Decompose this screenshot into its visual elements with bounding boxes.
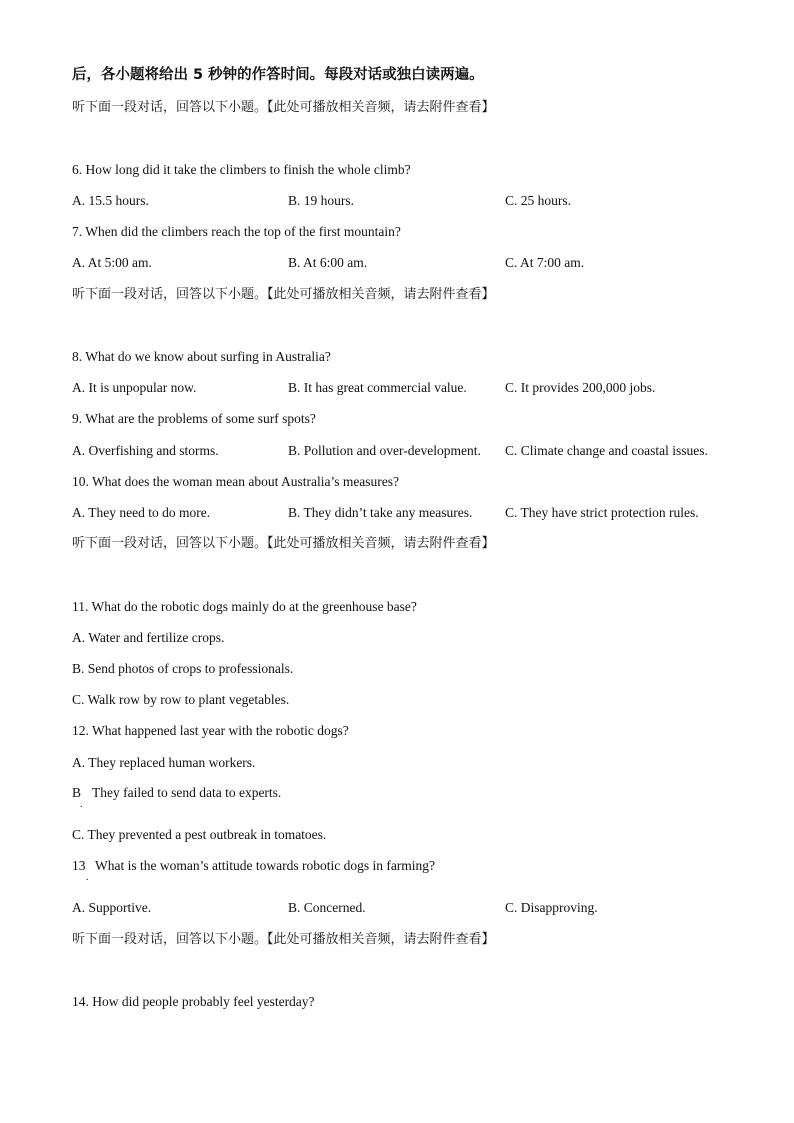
question-11: 11. What do the robotic dogs mainly do at the greenhouse base? xyxy=(72,599,417,614)
question-13: What is the woman’s attitude towards robotic dogs in farming? xyxy=(95,858,436,873)
option-b: B. At 6:00 am. xyxy=(288,255,368,270)
audio-instruction: 听下面一段对话，回答以下小题。【此处可播放相关音频，请去附件查看】 xyxy=(72,536,495,551)
option-b: B. 19 hours. xyxy=(288,193,355,208)
stray-dot: . xyxy=(80,799,83,810)
audio-instruction: 听下面一段对话，回答以下小题。【此处可播放相关音频，请去附件查看】 xyxy=(72,100,495,115)
question-6: 6. How long did it take the climbers to finish the whole climb? xyxy=(72,162,411,177)
question-6-options xyxy=(72,192,752,210)
question-10-options xyxy=(72,504,752,522)
section-intro: 后，各小题将给出 5 秒钟的作答时间。每段对话或独白读两遍。 xyxy=(72,67,484,83)
stray-dot: . xyxy=(86,872,89,883)
question-14: 14. How did people probably feel yesterday? xyxy=(72,994,315,1009)
question-8-options xyxy=(72,379,752,397)
option-c: C. Climate change and coastal issues. xyxy=(505,443,708,458)
question-10: 10. What does the woman mean about Australia’s measures? xyxy=(72,474,400,489)
question-13-number: 13 xyxy=(72,858,86,873)
option-b: They failed to send data to experts. xyxy=(92,785,282,800)
option-c: C. They prevented a pest outbreak in tomatoes. xyxy=(72,827,327,842)
option-b-letter: B xyxy=(72,785,82,800)
option-c: C. They have strict protection rules. xyxy=(505,505,699,520)
option-b: B. Concerned. xyxy=(288,900,366,915)
option-a: A. It is unpopular now. xyxy=(72,380,197,395)
audio-instruction: 听下面一段对话，回答以下小题。【此处可播放相关音频，请去附件查看】 xyxy=(72,932,495,947)
option-a: A. Water and fertilize crops. xyxy=(72,630,225,645)
option-a: A. At 5:00 am. xyxy=(72,255,152,270)
option-a: A. Supportive. xyxy=(72,900,152,915)
option-b: B. Pollution and over-development. xyxy=(288,443,481,458)
question-9: 9. What are the problems of some surf spots? xyxy=(72,411,316,426)
option-c: C. At 7:00 am. xyxy=(505,255,585,270)
option-c: C. Walk row by row to plant vegetables. xyxy=(72,692,290,707)
option-a: A. They need to do more. xyxy=(72,505,211,520)
question-12: 12. What happened last year with the robotic dogs? xyxy=(72,723,349,738)
question-13-options xyxy=(72,899,752,917)
audio-instruction: 听下面一段对话，回答以下小题。【此处可播放相关音频，请去附件查看】 xyxy=(72,287,495,302)
option-a: A. They replaced human workers. xyxy=(72,755,256,770)
option-b: B. It has great commercial value. xyxy=(288,380,467,395)
option-a: A. Overfishing and storms. xyxy=(72,443,219,458)
option-c: C. 25 hours. xyxy=(505,193,572,208)
option-b: B. They didn’t take any measures. xyxy=(288,505,473,520)
option-c: C. It provides 200,000 jobs. xyxy=(505,380,656,395)
question-9-options xyxy=(72,442,752,460)
option-c: C. Disapproving. xyxy=(505,900,598,915)
option-b: B. Send photos of crops to professionals. xyxy=(72,661,294,676)
question-8: 8. What do we know about surfing in Australia? xyxy=(72,349,331,364)
option-a: A. 15.5 hours. xyxy=(72,193,149,208)
question-7: 7. When did the climbers reach the top of the first mountain? xyxy=(72,224,401,239)
question-7-options xyxy=(72,254,752,272)
